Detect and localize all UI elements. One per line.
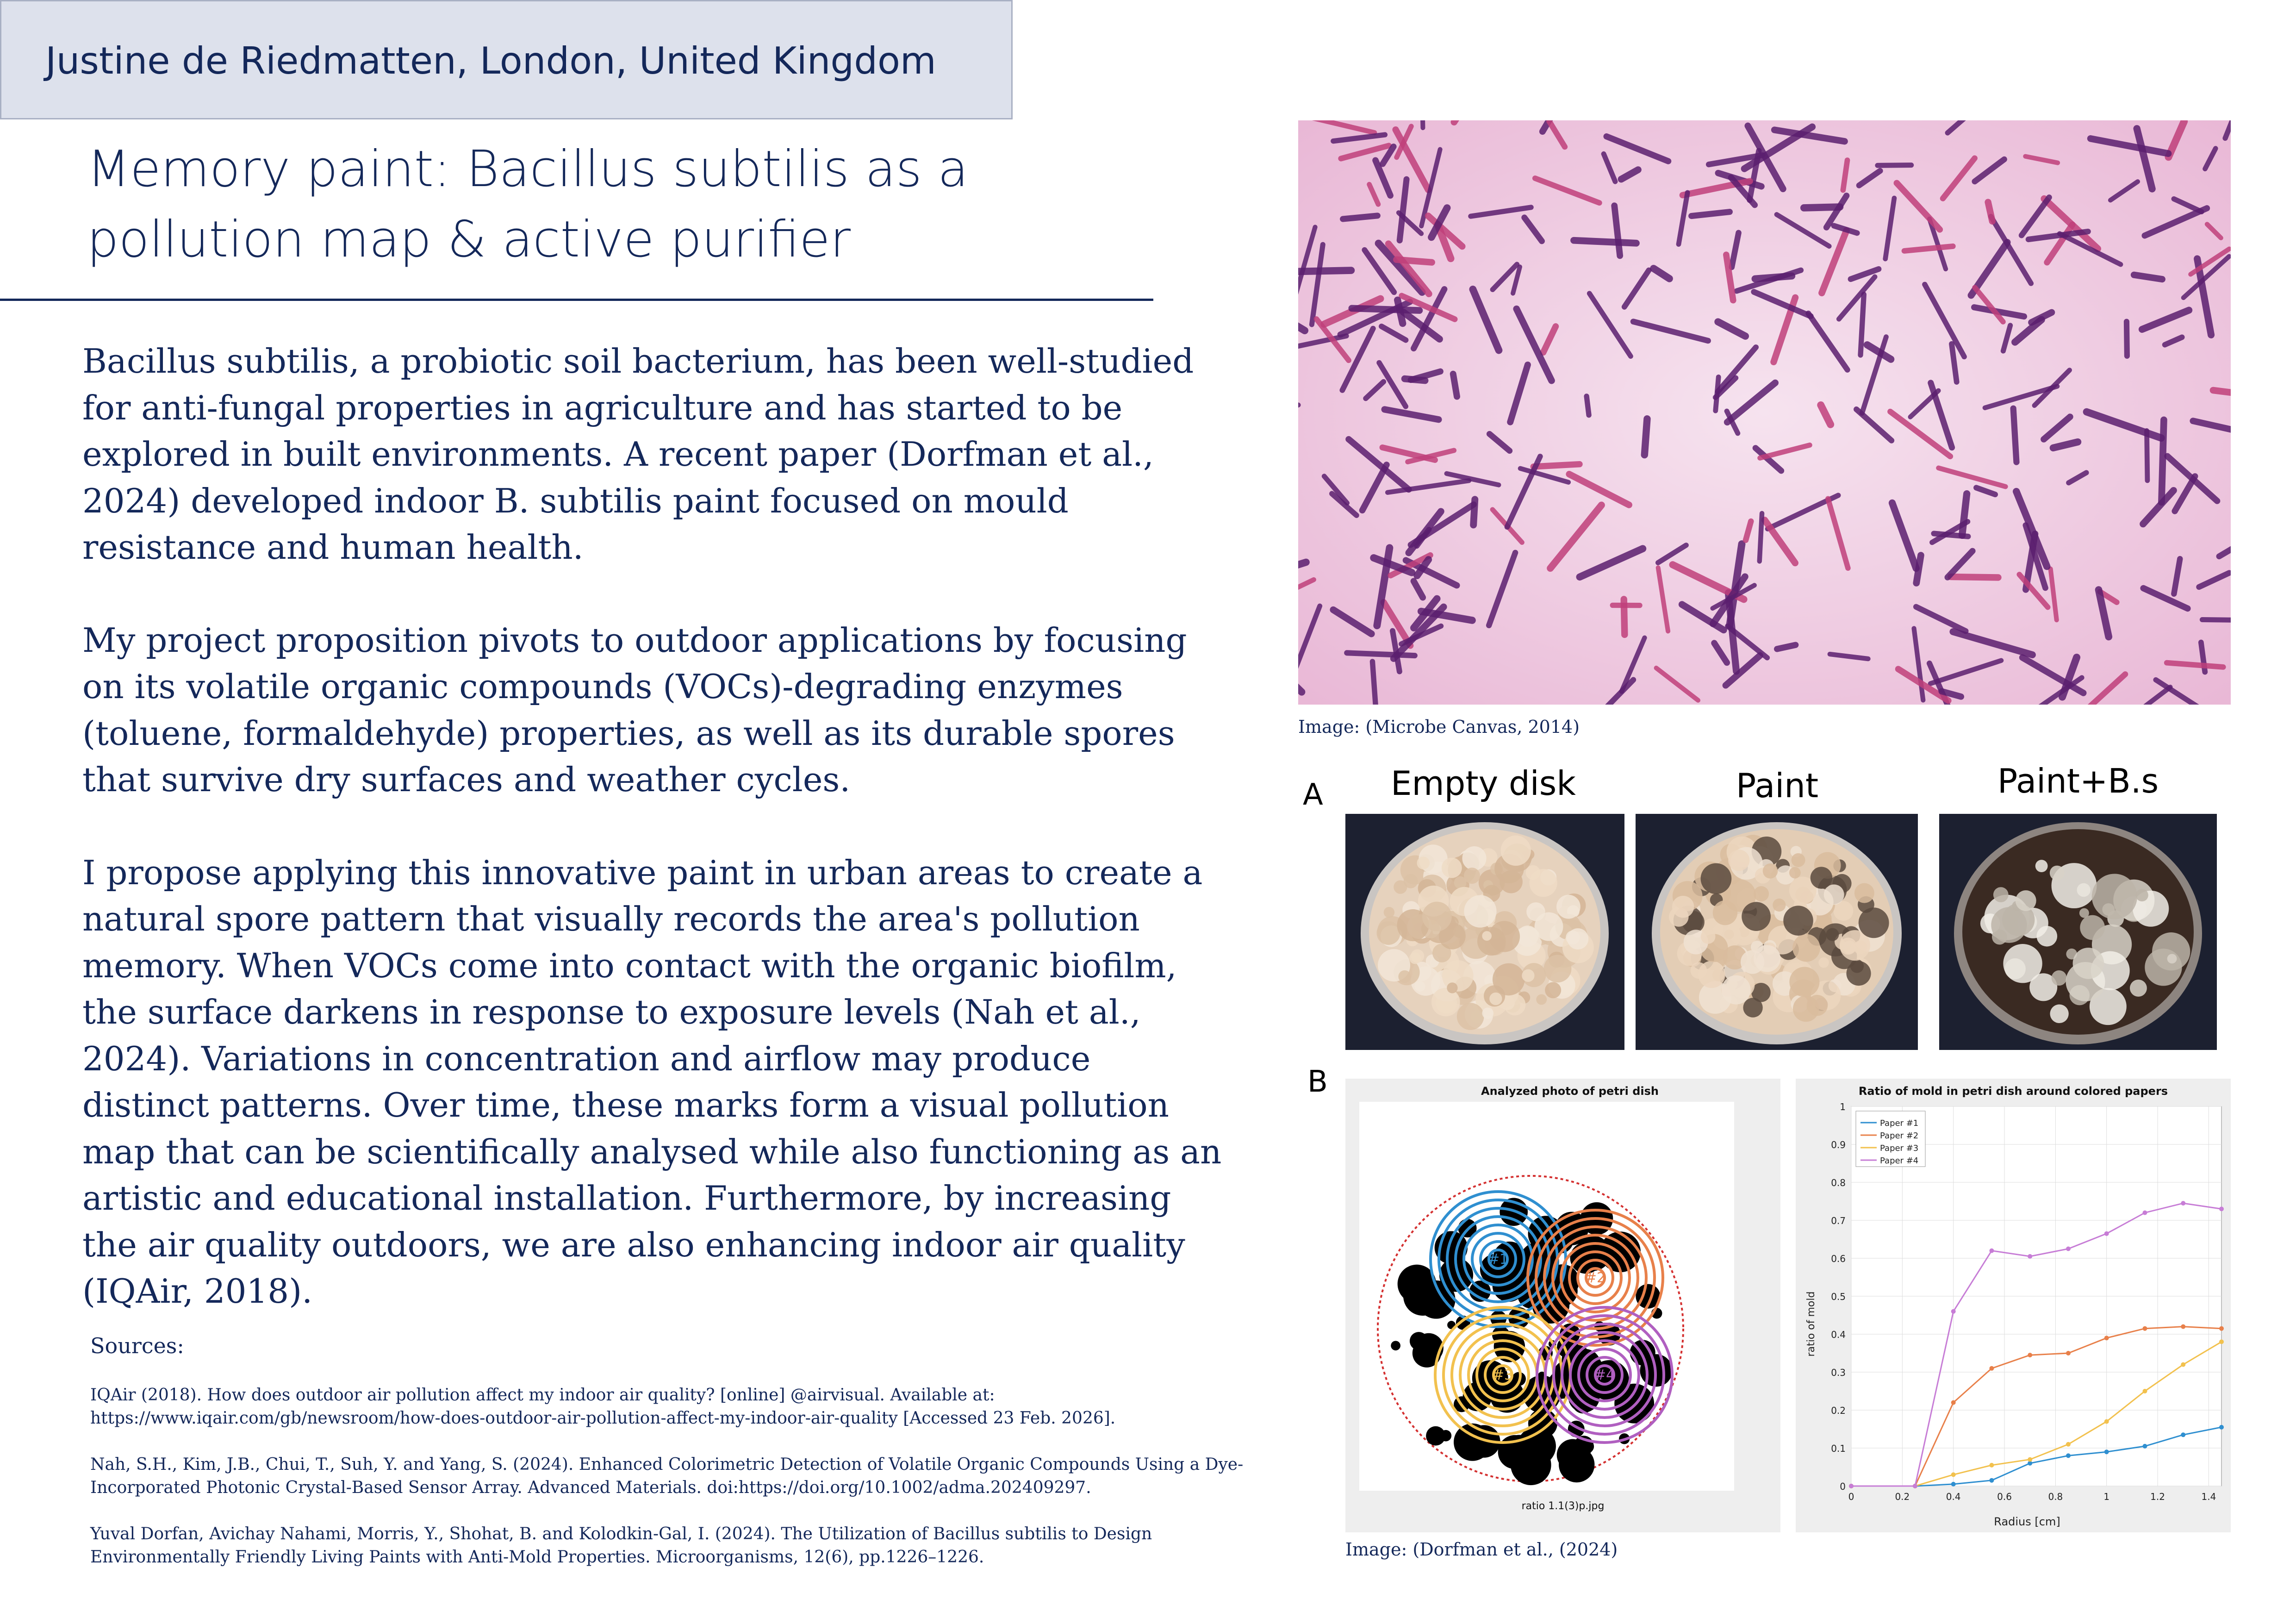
mold-colony xyxy=(1742,902,1771,931)
mold-colony xyxy=(1567,928,1588,949)
mold-colony xyxy=(1482,931,1492,941)
paper-marker-label: #1 xyxy=(1487,1251,1509,1268)
x-tick-label: 1 xyxy=(2103,1491,2110,1502)
data-point xyxy=(2142,1444,2147,1449)
mold-colony xyxy=(1789,967,1819,997)
mold-colony xyxy=(1482,1007,1493,1019)
petri-dish-paint-bs xyxy=(1939,814,2217,1050)
y-tick-label: 1 xyxy=(1840,1101,1846,1112)
bacterium-rod xyxy=(1916,555,1921,583)
mold-colony xyxy=(1535,912,1563,941)
bacteria-micrograph xyxy=(1298,120,2231,705)
title-divider xyxy=(0,299,1153,301)
data-point xyxy=(2181,1201,2185,1206)
paper-marker-label: #3 xyxy=(1492,1367,1513,1383)
mold-colony xyxy=(1743,998,1762,1017)
mold-region xyxy=(1414,1333,1444,1363)
petri-dish-paint-image xyxy=(1636,814,1918,1050)
bacterium-rod xyxy=(1405,379,1425,381)
mold-colony xyxy=(1544,955,1572,982)
mold-colony xyxy=(1417,856,1430,869)
bacterium-rod xyxy=(1396,260,1432,262)
data-point xyxy=(2104,1419,2109,1424)
bacterium-rod xyxy=(1804,207,1840,208)
data-point xyxy=(2181,1432,2185,1437)
y-tick-label: 0.2 xyxy=(1831,1405,1846,1416)
data-point xyxy=(2219,1206,2224,1211)
mold-colony xyxy=(1545,982,1561,998)
y-tick-label: 0 xyxy=(1840,1481,1846,1492)
data-point xyxy=(2028,1353,2032,1357)
legend-label: Paper #1 xyxy=(1880,1118,1919,1128)
paper-marker-label: #4 xyxy=(1594,1367,1615,1383)
x-tick-label: 1.4 xyxy=(2201,1491,2216,1502)
data-point xyxy=(1989,1463,1994,1468)
mold-region xyxy=(1391,1341,1400,1350)
bacterium-rod xyxy=(1644,419,1647,455)
bacterium-rod xyxy=(1343,216,1378,219)
dish-label-paint-bs: Paint+B.s xyxy=(1997,762,2159,800)
mold-region xyxy=(1440,1430,1452,1442)
paragraph-proposal: I propose applying this innovative paint in urban areas to create a natural spore pattern that visually records the area's pollution memory. When VOCs come into contact with the organic biofilm, the surface darkens in response to exposure levels (Nah et al., 2024). Variations in concentration and airflow may produce distinct patterns. Over time, these marks form a visual pollution map that can be scientifically analysed while also functioning as an artistic and educational installation. Furthermore, by increasing the air quality outdoors, we are also enhancing indoor air quality (IQAir, 2018). xyxy=(82,853,1222,1311)
dish-label-empty: Empty disk xyxy=(1391,764,1576,803)
micrograph-caption: Image: (Microbe Canvas, 2014) xyxy=(1298,717,1580,737)
mold-colony xyxy=(1763,863,1778,879)
mold-colony xyxy=(1447,982,1457,993)
mold-colony xyxy=(1859,907,1889,938)
data-point xyxy=(1913,1484,1917,1488)
bacterium-rod xyxy=(1533,464,1580,467)
mold-colony xyxy=(1818,957,1829,968)
data-point xyxy=(2219,1425,2224,1430)
mold-colony xyxy=(2152,932,2190,970)
bacterium-rod xyxy=(1574,240,1636,243)
bacterium-rod xyxy=(1962,494,1967,536)
mold-colony xyxy=(1431,988,1460,1017)
author-header xyxy=(0,0,1013,119)
mold-colony xyxy=(1377,921,1400,945)
dish-label-paint: Paint xyxy=(1736,766,1819,805)
bacterium-rod xyxy=(2161,420,2164,502)
mold-colony xyxy=(2052,970,2067,986)
y-tick-label: 0.1 xyxy=(1831,1443,1846,1454)
mold-colony xyxy=(1504,994,1525,1015)
analyzed-footer: ratio 1.1(3)p.jpg xyxy=(1521,1500,1605,1512)
y-tick-label: 0.4 xyxy=(1831,1329,1846,1340)
data-point xyxy=(2181,1362,2185,1367)
mold-colony xyxy=(1722,975,1751,1005)
mold-colony xyxy=(2035,860,2048,872)
mold-colony xyxy=(1783,906,1813,936)
y-tick-label: 0.8 xyxy=(1831,1177,1846,1188)
mold-colony xyxy=(1493,963,1525,996)
bacterium-rod xyxy=(1760,513,1762,562)
mold-colony xyxy=(1793,996,1819,1022)
petri-dish-paint-bs-image xyxy=(1939,814,2217,1050)
bacterium-rod xyxy=(2013,408,2016,462)
bacterium-rod xyxy=(1398,300,1403,323)
mold-colony xyxy=(1854,941,1867,955)
data-point xyxy=(2104,1336,2109,1340)
petri-dish-empty xyxy=(1345,814,1624,1050)
bacterium-rod xyxy=(1777,645,1796,649)
mold-colony xyxy=(1811,867,1832,888)
mold-colony xyxy=(1701,863,1732,894)
paragraph-proposition: My project proposition pivots to outdoor applications by focusing on its volatile organic compounds (VOCs)-degrading enzymes (toluene, formaldehyde) properties, as well as its durable spores that survive dry surfaces and weather cycles. xyxy=(82,620,1187,799)
mold-colony xyxy=(1384,907,1394,918)
title-line-1: Memory paint: Bacillus subtilis as a xyxy=(87,140,969,198)
mold-colony xyxy=(1442,960,1474,992)
mold-colony xyxy=(1462,846,1486,870)
x-tick-label: 0 xyxy=(1848,1491,1854,1502)
chart-legend xyxy=(1856,1111,1925,1167)
author-name: Justine de Riedmatten, London, United Kingdom xyxy=(45,39,936,82)
bacterium-rod xyxy=(1347,653,1415,656)
title-line-2: pollution map & active purifier xyxy=(87,211,851,269)
data-point xyxy=(1951,1482,1956,1487)
bacterium-rod xyxy=(1988,202,1992,221)
x-tick-label: 0.8 xyxy=(2048,1491,2063,1502)
paragraph-intro: Bacillus subtilis, a probiotic soil bacterium, has been well-studied for anti-fungal properties in agriculture and has started to be explored in built environments. A recent paper (Dorfman et al., 2024) developed indoor B. subtilis paint focused on mould resistance and human health. xyxy=(82,342,1194,567)
mold-region xyxy=(1511,1445,1551,1486)
mold-colony xyxy=(1824,884,1844,905)
mold-colony xyxy=(1993,887,2009,902)
page-title xyxy=(87,134,1105,275)
bacterium-rod xyxy=(1587,396,1589,415)
mold-colony xyxy=(2016,890,2036,911)
data-point xyxy=(1951,1400,1956,1405)
mold-colony xyxy=(2167,954,2177,963)
mold-colony xyxy=(1728,849,1749,871)
mold-colony xyxy=(1414,981,1425,992)
chart-y-axis-label: ratio of mold xyxy=(1805,1291,1817,1357)
sources-heading: Sources: xyxy=(90,1333,184,1358)
mold-colony xyxy=(1991,907,2027,943)
mold-ratio-chart-svg xyxy=(1796,1079,2231,1532)
y-tick-label: 0.5 xyxy=(1831,1291,1846,1302)
data-point xyxy=(1989,1249,1994,1253)
data-point xyxy=(2142,1211,2147,1215)
bacterium-rod xyxy=(2202,620,2231,621)
reference-iqair: IQAir (2018). How does outdoor air pollution affect my indoor air quality? [online] @airvisual. Available at: https://www.iqair.com/gb/newsroom/how-does-outdoor-air-pollution-affect-my-indoor-air-quality [Accessed 23 Feb. 2026]. xyxy=(90,1386,1116,1428)
mold-colony xyxy=(1773,899,1786,912)
analyzed-dish-figure xyxy=(1345,1079,1780,1532)
data-point xyxy=(1989,1478,1994,1483)
data-point xyxy=(1951,1472,1956,1477)
petri-dish-empty-image xyxy=(1345,814,1624,1050)
y-tick-label: 0.9 xyxy=(1831,1139,1846,1150)
x-tick-label: 0.6 xyxy=(1997,1491,2012,1502)
data-point xyxy=(2066,1453,2071,1458)
data-point xyxy=(2142,1326,2147,1331)
mold-colony xyxy=(1556,895,1580,919)
mold-colony xyxy=(1754,945,1780,972)
mold-colony xyxy=(1698,961,1725,988)
mold-colony xyxy=(1422,902,1452,931)
data-point xyxy=(2142,1389,2147,1393)
petri-dish-paint xyxy=(1636,814,1918,1050)
mold-colony xyxy=(2136,889,2148,901)
legend-label: Paper #2 xyxy=(1880,1131,1919,1141)
mold-colony xyxy=(1536,994,1547,1005)
y-tick-label: 0.7 xyxy=(1831,1215,1846,1226)
reference-nah: Nah, S.H., Kim, J.B., Chui, T., Suh, Y. and Yang, S. (2024). Enhanced Colorimetric Detection of Volatile Organic Compounds Using a Dye-Incorporated Photonic Crystal-Based Sensor Array. Advanced Materials. doi:https://doi.org/10.1002/adma.202409297. xyxy=(90,1455,1244,1497)
data-point xyxy=(2066,1247,2071,1251)
data-point xyxy=(2066,1351,2071,1355)
data-point xyxy=(2219,1339,2224,1344)
mold-colony xyxy=(1464,868,1480,884)
mold-colony xyxy=(1489,993,1502,1005)
panel-a-letter: A xyxy=(1303,778,1323,812)
mold-colony xyxy=(2003,944,2042,983)
y-tick-label: 0.3 xyxy=(1831,1367,1846,1378)
mold-colony xyxy=(2092,874,2137,919)
mold-colony xyxy=(2050,1005,2068,1023)
mold-colony xyxy=(1789,867,1801,879)
data-point xyxy=(1951,1309,1956,1314)
reference-dorfan: Yuval Dorfan, Avichay Nahami, Morris, Y., Shohat, B. and Kolodkin-Gal, I. (2024). The Utilization of Bacillus subtilis to Design Environmentally Friendly Living Paints with Anti-Mold Properties. Microorganisms, 12(6), pp.1226–1226. xyxy=(90,1524,1152,1567)
bacterium-rod xyxy=(1878,165,1911,166)
mold-colony xyxy=(1826,928,1839,941)
mold-colony xyxy=(1522,969,1534,982)
mold-colony xyxy=(1792,934,1820,962)
panel-b-letter: B xyxy=(1307,1065,1328,1099)
data-point xyxy=(2104,1449,2109,1454)
x-tick-label: 1.2 xyxy=(2150,1491,2165,1502)
paper-marker-label: #2 xyxy=(1585,1270,1606,1286)
mold-colony xyxy=(1398,970,1411,983)
data-point xyxy=(2104,1231,2109,1236)
bacterium-rod xyxy=(2134,275,2162,279)
mold-colony xyxy=(1701,929,1716,944)
dish-chart-caption: Image: (Dorfman et al., (2024) xyxy=(1345,1539,1618,1560)
mold-colony xyxy=(1526,865,1541,880)
mold-ratio-chart xyxy=(1796,1079,2231,1532)
x-tick-label: 0.4 xyxy=(1946,1491,1961,1502)
analyzed-dish-image xyxy=(1345,1079,1780,1532)
bacterium-rod xyxy=(1755,276,1792,279)
data-point xyxy=(2181,1324,2185,1329)
micrograph-image xyxy=(1298,120,2231,705)
sources-section xyxy=(90,1333,1247,1592)
legend-label: Paper #3 xyxy=(1880,1143,1919,1153)
bacterium-rod xyxy=(1692,212,1730,216)
body-text xyxy=(82,338,1226,1361)
mold-colony xyxy=(1464,895,1496,927)
mold-colony xyxy=(1457,1003,1484,1030)
bacterium-rod xyxy=(1860,294,1864,355)
data-point xyxy=(2219,1326,2224,1331)
chart-x-axis-label: Radius [cm] xyxy=(1994,1515,2060,1528)
bacterium-rod xyxy=(1421,120,1423,128)
bacterium-rod xyxy=(1298,270,1351,271)
mold-colony xyxy=(1854,883,1874,903)
mold-colony xyxy=(1394,881,1407,894)
data-point xyxy=(1989,1366,1994,1371)
legend-label: Paper #4 xyxy=(1880,1156,1919,1166)
x-tick-label: 0.2 xyxy=(1895,1491,1910,1502)
data-point xyxy=(1849,1484,1854,1488)
mold-colony xyxy=(1442,858,1462,878)
mold-colony xyxy=(1411,949,1424,963)
bacterium-rod xyxy=(1453,374,1457,397)
mold-region xyxy=(1412,1282,1443,1313)
mold-colony xyxy=(1501,836,1531,866)
mold-colony xyxy=(1672,896,1694,918)
chart-title: Ratio of mold in petri dish around colored papers xyxy=(1858,1085,2168,1098)
mold-colony xyxy=(2073,948,2104,979)
mold-colony xyxy=(2050,866,2065,881)
analyzed-title: Analyzed photo of petri dish xyxy=(1481,1085,1659,1098)
data-point xyxy=(2028,1254,2032,1259)
data-point xyxy=(2028,1457,2032,1462)
mold-colony xyxy=(1477,927,1506,956)
mold-colony xyxy=(1792,853,1805,867)
data-point xyxy=(2066,1442,2071,1447)
y-tick-label: 0.6 xyxy=(1831,1253,1846,1264)
mold-colony xyxy=(2080,915,2105,940)
mold-colony xyxy=(1846,961,1871,986)
mold-colony xyxy=(2130,980,2147,997)
